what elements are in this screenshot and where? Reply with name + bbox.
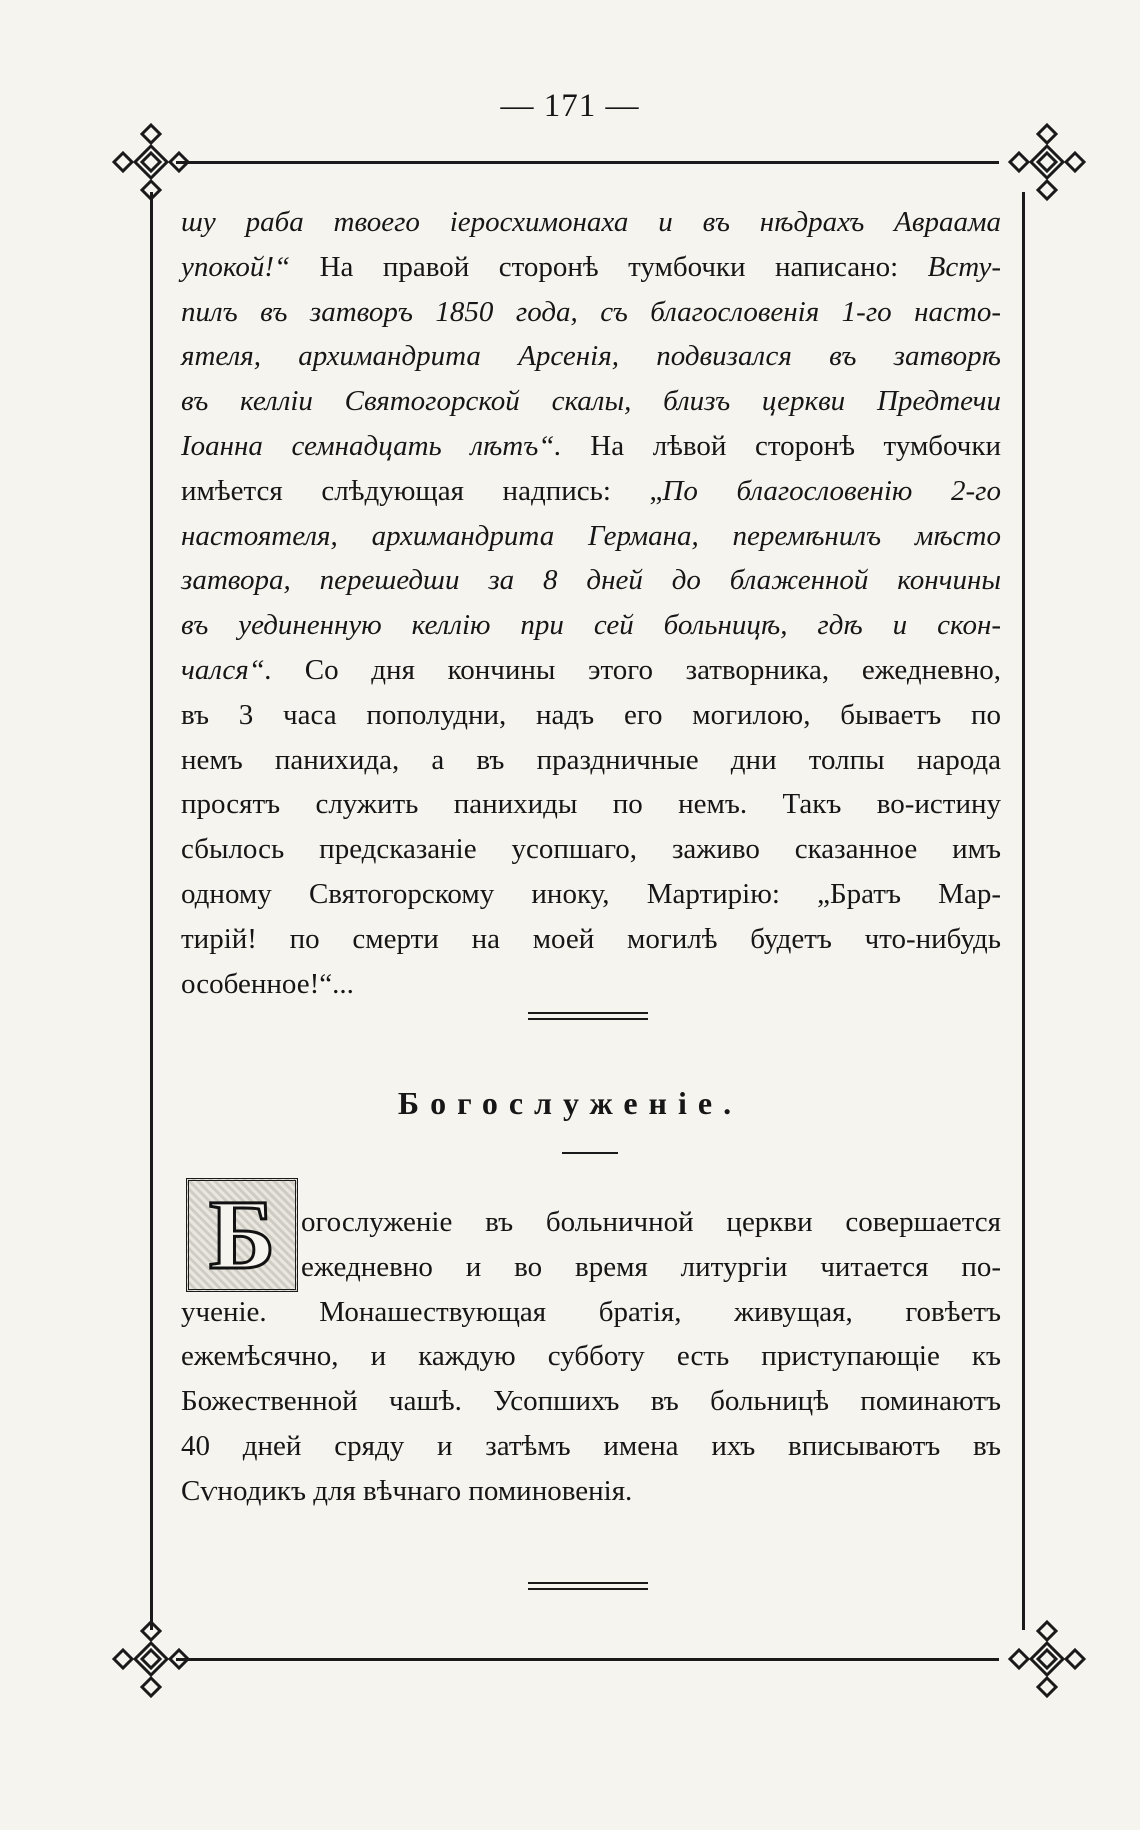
italic-segment: затвора, перешедши за 8 дней до блаженной кончины [181, 564, 1001, 597]
text-line [181, 424, 1001, 469]
text-segment: просятъ служить панихиды по немъ. Такъ во-истину [181, 788, 1001, 821]
text-segment: особенное!“... [181, 967, 354, 1000]
frame-left-rule [150, 192, 153, 1630]
text-segment: На лѣвой сторонѣ тумбочки [590, 429, 1001, 462]
text-line [181, 827, 1001, 872]
frame-right-rule [1022, 192, 1025, 1630]
corner-ornament-icon [1005, 1617, 1089, 1701]
text-line [181, 558, 1001, 603]
text-line [181, 469, 1001, 514]
double-rule-separator [528, 1012, 648, 1020]
italic-segment: въ келліи Святогорской скалы, близъ церкви Предтечи [181, 385, 1001, 418]
text-line [181, 782, 1001, 827]
italic-segment: По благословенію 2-го [662, 474, 1001, 507]
text-segment: тирій! по смерти на моей могилѣ будетъ что-нибудь [181, 922, 1001, 955]
title-underline [562, 1152, 618, 1154]
section-title: Богослуженіе. [397, 1085, 743, 1121]
paragraph-continued [181, 200, 1001, 1006]
text-line: Божественной чашѣ. Усопшихъ въ больницѣ поминаютъ [181, 1385, 1001, 1418]
text-line [181, 200, 1001, 245]
text-line [181, 962, 1001, 1007]
text-line: 40 дней сряду и затѣмъ имена ихъ вписываютъ въ [181, 1429, 1001, 1462]
corner-ornament-icon [1005, 120, 1089, 204]
italic-segment: упокой!“ [181, 250, 320, 283]
text-line [181, 603, 1001, 648]
text-line [181, 738, 1001, 783]
text-line [181, 334, 1001, 379]
paragraph-liturgy [181, 1200, 1001, 1514]
text-segment: На правой сторонѣ тумбочки написано: [319, 250, 928, 283]
text-line: ежедневно и во время литургіи читается по- [301, 1250, 1001, 1283]
italic-segment: Іоанна семнадцать лѣтъ“. [181, 429, 591, 462]
text-line: ежемѣсячно, и каждую субботу есть приступающіе къ [181, 1340, 1001, 1373]
text-segment: одному Святогорскому иноку, Мартирію: „Братъ Мар- [181, 877, 1001, 910]
double-rule-end [528, 1582, 648, 1590]
italic-segment: пилъ въ затворъ 1850 года, съ благословенія 1-го насто- [181, 295, 1001, 328]
corner-ornament-icon [109, 120, 193, 204]
text-line [181, 379, 1001, 424]
italic-segment: ятеля, архимандрита Арсенія, подвизался въ затворѣ [181, 340, 1001, 373]
text-line [181, 872, 1001, 917]
italic-segment: шу раба твоего іеросхимонаха и въ нѣдрахъ Авраама [181, 206, 1001, 238]
frame-top-rule [176, 161, 999, 164]
text-segment: имѣется слѣдующая надпись: „ [181, 474, 663, 507]
text-line [181, 245, 1001, 290]
text-line [181, 514, 1001, 559]
italic-segment: въ уединенную келлію при сей больницѣ, гдѣ и скон- [181, 609, 1001, 642]
text-line [181, 693, 1001, 738]
italic-segment: чался“. [181, 653, 305, 686]
text-segment: немъ панихида, а въ праздничные дни толпы народа [181, 743, 1001, 776]
italic-segment: Всту- [927, 250, 1002, 283]
page-number: — 171 — [500, 88, 640, 124]
dropcap-letter: Б [208, 1179, 276, 1290]
frame-bottom-rule [176, 1658, 999, 1661]
text-line: Сѵнодикъ для вѣчнаго поминовенія. [181, 1474, 633, 1507]
text-line: ученіе. Монашествующая братія, живущая, говѣетъ [181, 1295, 1001, 1328]
text-segment: сбылось предсказаніе усопшаго, заживо сказанное имъ [181, 833, 1001, 866]
italic-segment: настоятеля, архимандрита Германа, перемѣнилъ мѣсто [181, 519, 1001, 552]
text-segment: Со дня кончины этого затворника, ежедневно, [304, 653, 1001, 686]
text-segment: въ 3 часа пополудни, надъ его могилою, бываетъ по [181, 698, 1001, 731]
corner-ornament-icon [109, 1617, 193, 1701]
text-line [181, 917, 1001, 962]
text-line [181, 648, 1001, 693]
text-line: огослуженіе въ больничной церкви совершается [301, 1206, 1001, 1238]
text-line [181, 290, 1001, 335]
